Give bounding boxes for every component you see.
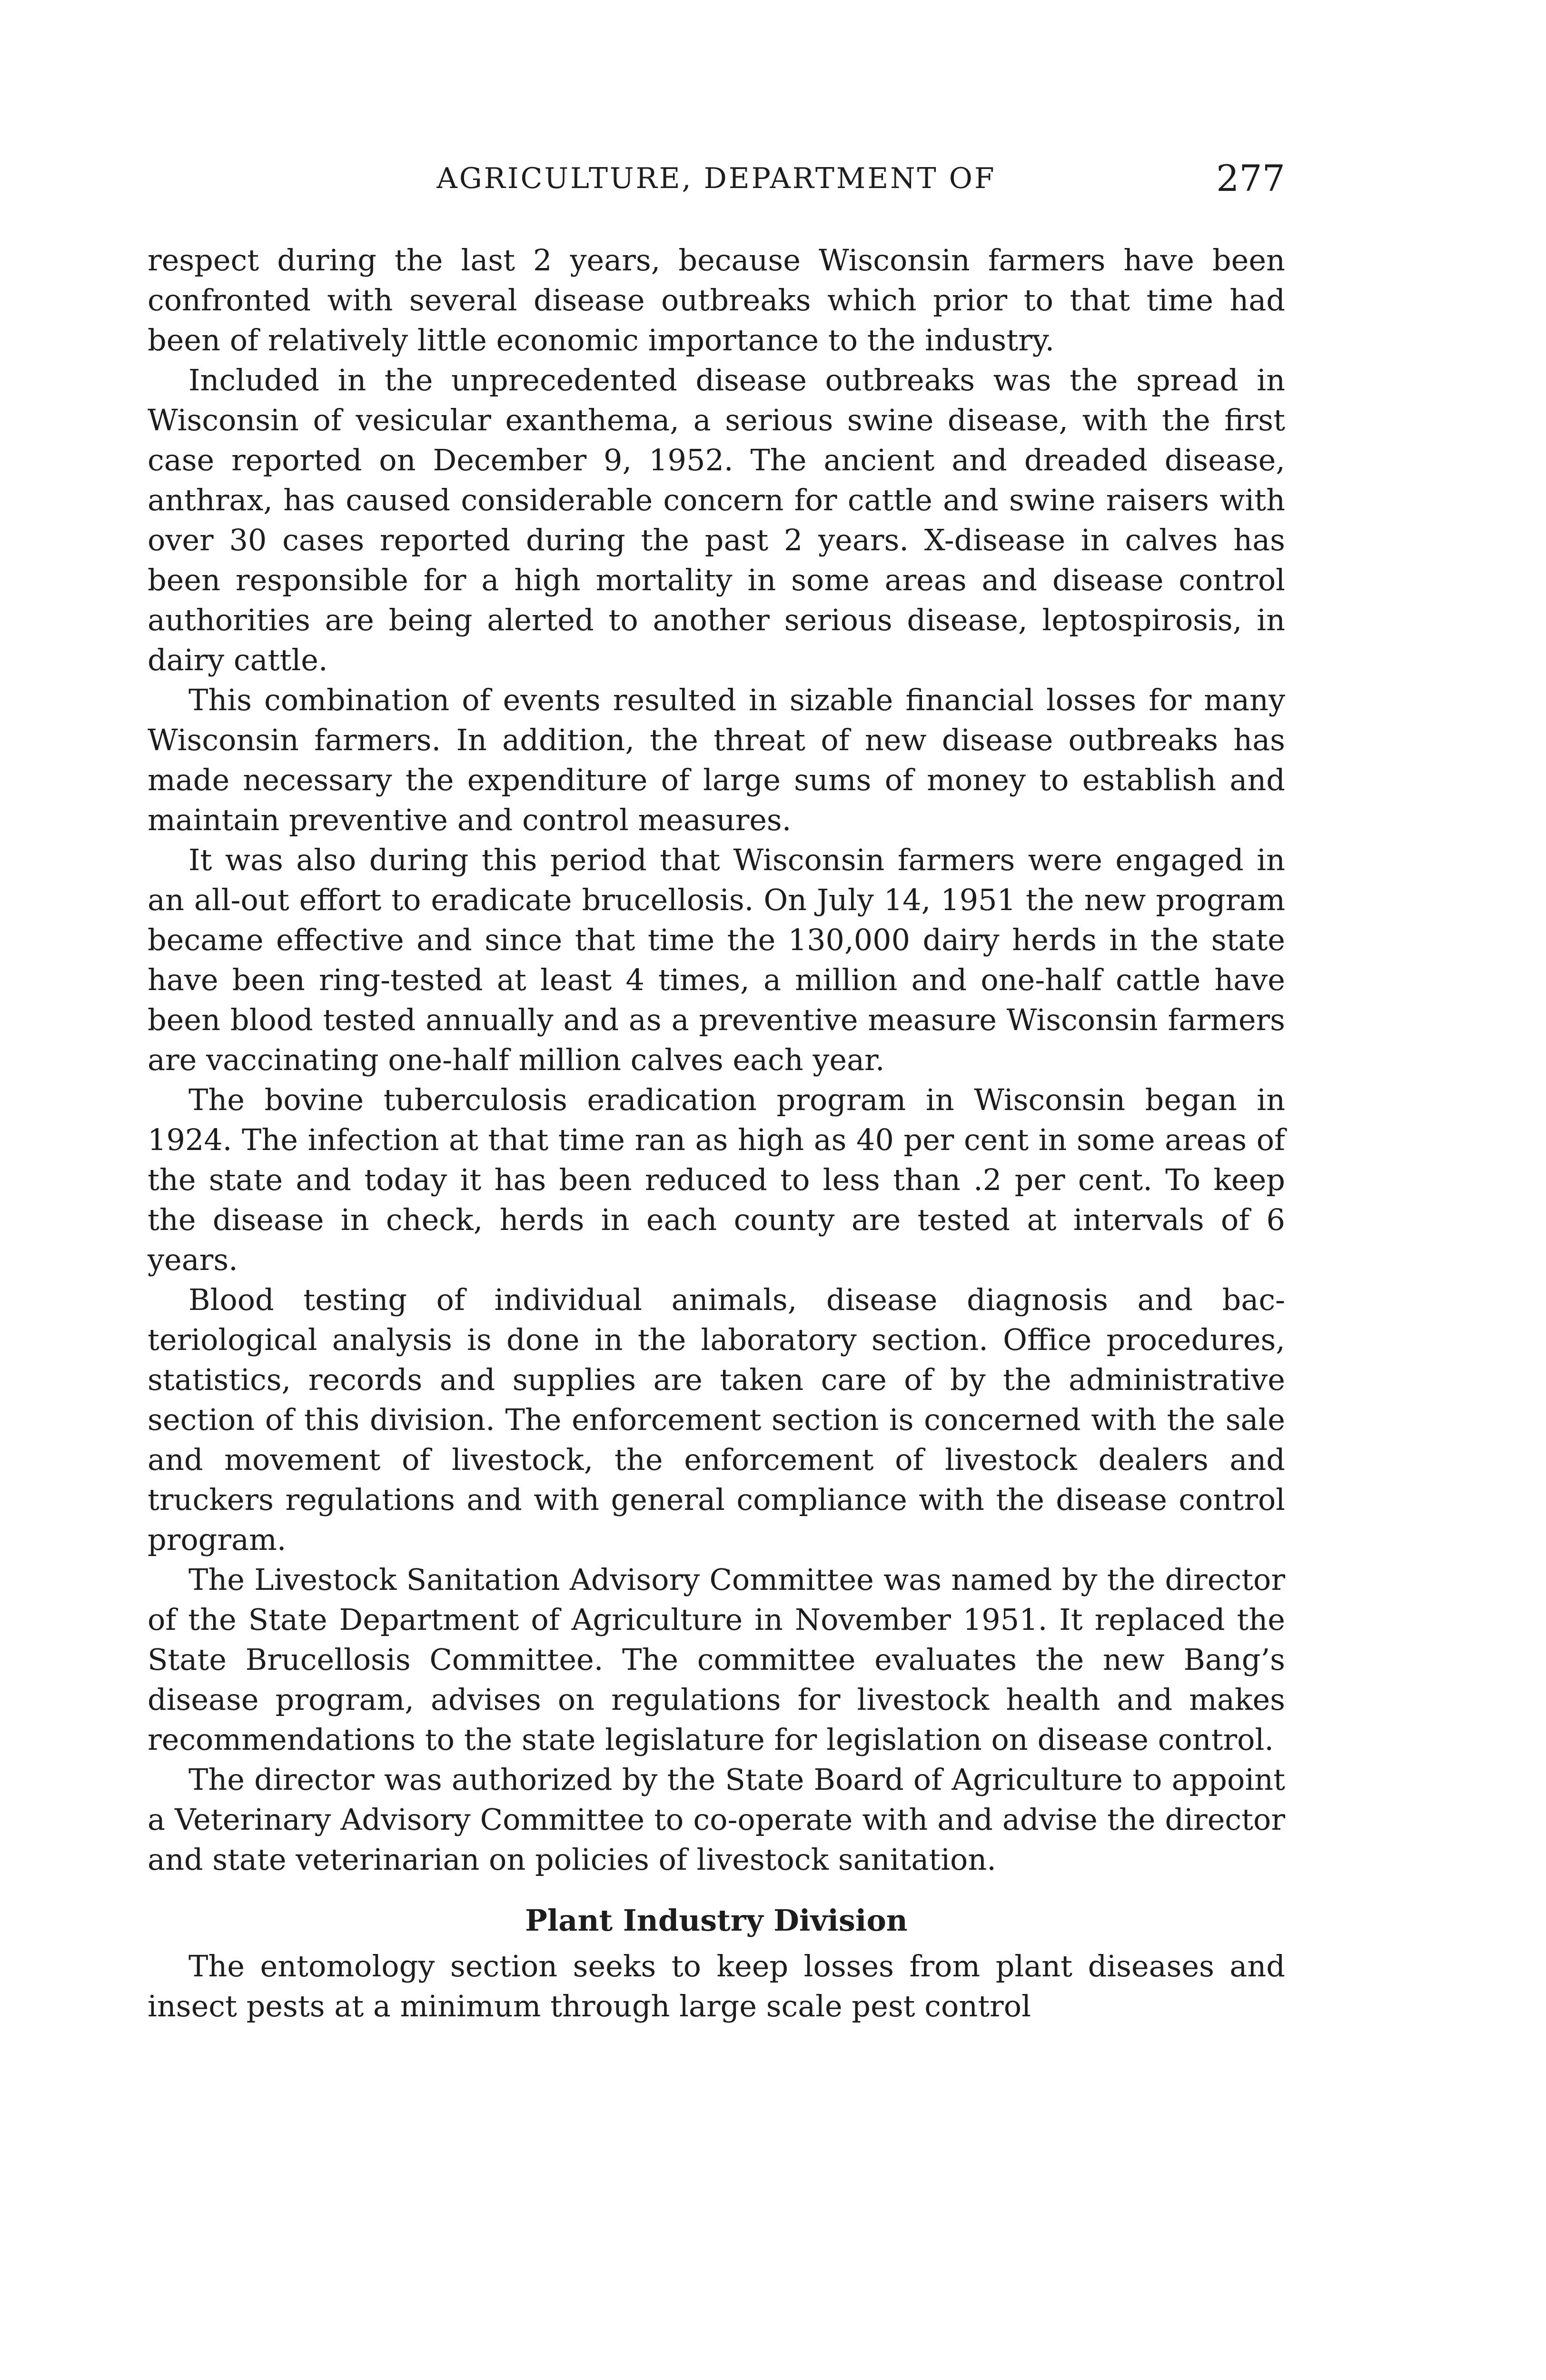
paragraph-continued: respect during the last 2 years, because Wisconsin farmers have been confronted with several disease outbreaks which prior to that time had been of relatively little economic importance to the industry. [148, 243, 1285, 357]
running-header [148, 157, 1285, 205]
section-paragraph: The entomology section seeks to keep losses from plant diseases and insect pests at a minimum through large scale pest control [148, 1949, 1285, 2023]
page-number: 277 [1216, 157, 1285, 199]
paragraph: The bovine tuberculosis eradication program in Wisconsin began in 1924. The infection at that time ran as high as 40 per cent in some areas of the state and today it has been reduced to less than .2 per cent. To keep the disease in check, herds in each county are tested at intervals of 6 years. [148, 1082, 1285, 1277]
paragraph: The Livestock Sanitation Advisory Committee was named by the director of the State Department of Agriculture in November 1951. It replaced the State Brucellosis Committee. The committee evaluates the new Bang’s disease program, advises on regulations for livestock health and makes recommendations to the state legislature for legislation on disease control. [148, 1562, 1285, 1757]
paragraph: This combination of events resulted in sizable financial losses for many Wisconsin farmers. In addition, the threat of new disease outbreaks has made necessary the expenditure of large sums of money to establish and maintain preventive and control measures. [148, 683, 1285, 837]
paragraph: Included in the unprecedented disease outbreaks was the spread in Wisconsin of vesicular exanthema, a serious swine disease, with the first case reported on December 9, 1952. The ancient and dreaded disease, anthrax, has caused considerable concern for cattle and swine raisers with over 30 cases reported during the past 2 years. X-disease in calves has been responsible for a high mortality in some areas and disease control authorities are being alerted to another serious disease, leptospirosis, in dairy cattle. [148, 363, 1285, 677]
paragraph: Blood testing of individual animals, disease diagnosis and bacteriological analysis is done in the laboratory section. Office procedures, statistics, records and supplies are taken care of by the administrative section of this division. The enforcement section is concerned with the sale and movement of livestock, the enforcement of livestock dealers and truckers regulations and with general compliance with the disease control program. [148, 1282, 1285, 1557]
body-text [148, 240, 1285, 2026]
paragraph: The director was authorized by the State Board of Agriculture to appoint a Veterinary Advisory Committee to co-operate with and advise the director and state veterinarian on policies of livestock sanitation. [148, 1762, 1285, 1877]
paragraph: It was also during this period that Wisconsin farmers were engaged in an all-out effort to eradicate brucellosis. On July 14, 1951 the new program became effective and since that time the 130,000 dairy herds in the state have been ring-tested at least 4 times, a million and one-half cattle have been blood tested annually and as a preventive measure Wisconsin farmers are vaccinating one-half million calves each year. [148, 843, 1285, 1077]
section-heading: Plant Industry Division [525, 1903, 908, 1938]
running-title: AGRICULTURE, DEPARTMENT OF [436, 162, 996, 195]
